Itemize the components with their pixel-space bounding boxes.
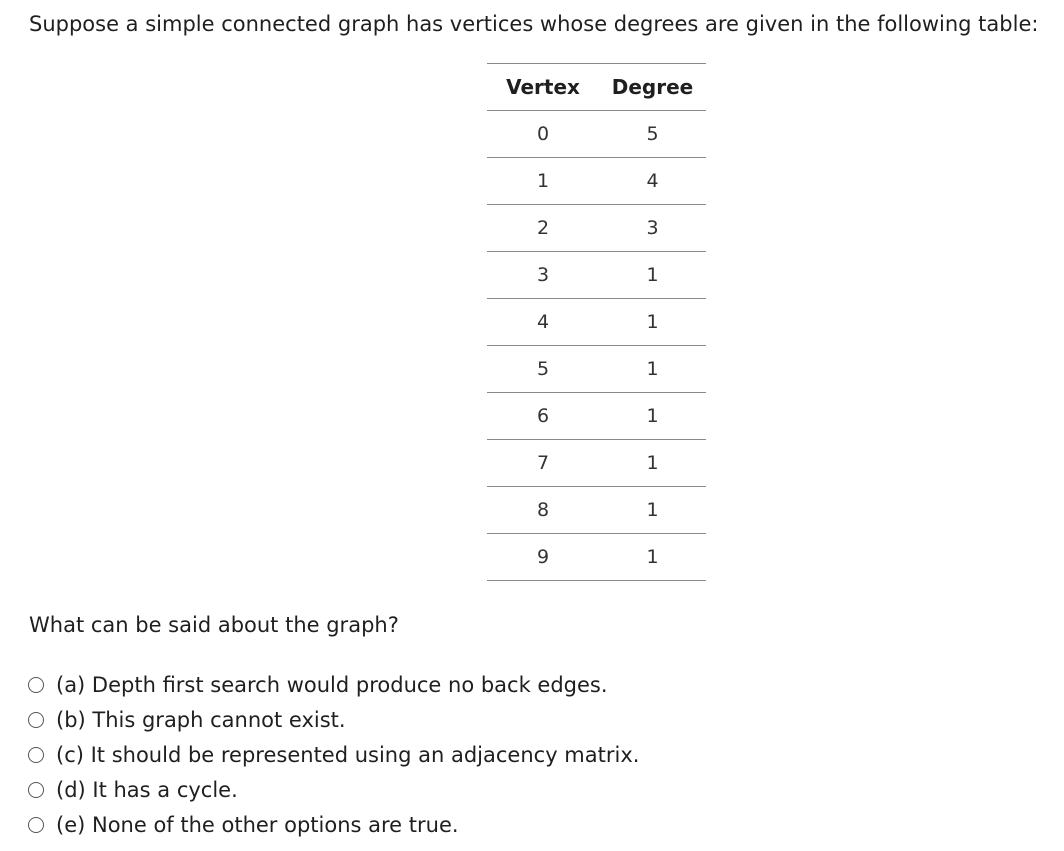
degree-cell: 1 <box>599 299 706 346</box>
degree-cell: 4 <box>599 158 706 205</box>
radio-button-e[interactable] <box>28 817 44 833</box>
vertex-cell: 7 <box>487 440 599 487</box>
degree-table-container <box>487 63 706 581</box>
radio-button-d[interactable] <box>28 782 44 798</box>
degree-table <box>487 63 706 581</box>
degree-cell: 5 <box>599 111 706 158</box>
table-row <box>487 205 706 252</box>
table-row <box>487 393 706 440</box>
option-a-label[interactable]: (a) Depth first search would produce no back edges. <box>56 672 608 697</box>
table-row <box>487 440 706 487</box>
option-d[interactable] <box>28 772 639 807</box>
degree-cell: 1 <box>599 487 706 534</box>
degree-cell: 1 <box>599 393 706 440</box>
table-row <box>487 252 706 299</box>
option-c-label[interactable]: (c) It should be represented using an adjacency matrix. <box>56 742 640 767</box>
header-degree: Degree <box>599 64 706 111</box>
vertex-cell: 0 <box>487 111 599 158</box>
vertex-cell: 9 <box>487 534 599 581</box>
vertex-cell: 8 <box>487 487 599 534</box>
option-e[interactable] <box>28 807 639 842</box>
table-row <box>487 534 706 581</box>
table-row <box>487 111 706 158</box>
vertex-cell: 5 <box>487 346 599 393</box>
table-header-row <box>487 64 706 111</box>
option-e-label[interactable]: (e) None of the other options are true. <box>56 812 459 837</box>
question-prompt: What can be said about the graph? <box>29 613 399 637</box>
table-row <box>487 346 706 393</box>
vertex-cell: 6 <box>487 393 599 440</box>
header-vertex: Vertex <box>487 64 599 111</box>
answer-options <box>28 667 639 842</box>
option-a[interactable] <box>28 667 639 702</box>
table-row <box>487 487 706 534</box>
vertex-cell: 2 <box>487 205 599 252</box>
table-row <box>487 299 706 346</box>
degree-cell: 1 <box>599 346 706 393</box>
option-d-label[interactable]: (d) It has a cycle. <box>56 777 238 802</box>
option-c[interactable] <box>28 737 639 772</box>
degree-cell: 3 <box>599 205 706 252</box>
vertex-cell: 4 <box>487 299 599 346</box>
radio-button-c[interactable] <box>28 747 44 763</box>
table-row <box>487 158 706 205</box>
radio-button-b[interactable] <box>28 712 44 728</box>
vertex-cell: 1 <box>487 158 599 205</box>
option-b[interactable] <box>28 702 639 737</box>
option-b-label[interactable]: (b) This graph cannot exist. <box>56 707 346 732</box>
radio-button-a[interactable] <box>28 677 44 693</box>
degree-cell: 1 <box>599 534 706 581</box>
degree-cell: 1 <box>599 252 706 299</box>
vertex-cell: 3 <box>487 252 599 299</box>
degree-cell: 1 <box>599 440 706 487</box>
problem-statement: Suppose a simple connected graph has vertices whose degrees are given in the following table: <box>29 12 1039 36</box>
